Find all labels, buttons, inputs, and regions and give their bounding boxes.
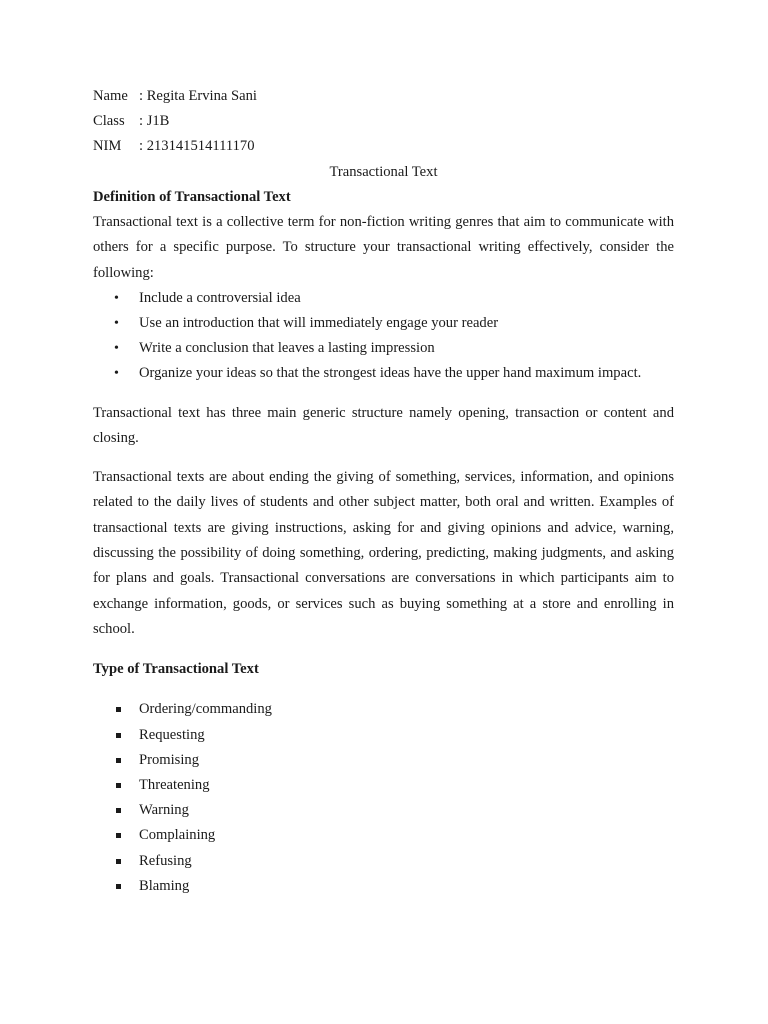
- list-item-text: Include a controversial idea: [139, 289, 301, 306]
- definition-bullet-list: [93, 286, 674, 387]
- name-row: [93, 84, 674, 109]
- nim-label: NIM: [93, 138, 122, 155]
- nim-row: [93, 134, 674, 159]
- square-bullet-icon: [116, 859, 121, 864]
- list-item: [93, 849, 674, 874]
- bullet-icon: •: [114, 366, 119, 382]
- list-item: [93, 748, 674, 773]
- list-item-text: Use an introduction that will immediately engage your reader: [139, 315, 499, 332]
- list-item: [93, 723, 674, 748]
- name-value: : Regita Ervina Sani: [139, 88, 257, 104]
- list-item-text: Warning: [139, 802, 189, 819]
- list-item-text: Promising: [139, 751, 200, 768]
- types-list: [93, 697, 674, 899]
- types-heading: Type of Transactional Text: [93, 661, 259, 678]
- class-row: [93, 109, 674, 134]
- name-label: Name: [93, 88, 128, 104]
- list-item-text: Blaming: [139, 877, 190, 894]
- list-item-text: Organize your ideas so that the strongest ideas have the upper hand maximum impact.: [139, 365, 642, 382]
- class-value: : J1B: [139, 113, 170, 130]
- document-title: Transactional Text: [329, 163, 438, 180]
- list-item-text: Ordering/commanding: [139, 701, 272, 718]
- square-bullet-icon: [116, 808, 121, 813]
- square-bullet-icon: [116, 733, 121, 738]
- square-bullet-icon: [116, 884, 121, 889]
- bullet-icon: •: [114, 341, 119, 357]
- definition-heading: Definition of Transactional Text: [93, 188, 291, 205]
- bullet-icon: •: [114, 316, 119, 332]
- class-label: Class: [93, 113, 125, 130]
- bullet-icon: •: [114, 290, 119, 306]
- list-item: [93, 286, 674, 311]
- list-item-text: Requesting: [139, 726, 205, 743]
- list-item: [93, 336, 674, 361]
- square-bullet-icon: [116, 783, 121, 788]
- list-item: [93, 773, 674, 798]
- list-item-text: Threatening: [139, 777, 210, 793]
- list-item: [93, 798, 674, 823]
- structure-paragraph: Transactional text has three main generic structure namely opening, transaction or content and closing.: [93, 404, 674, 446]
- list-item-text: Write a conclusion that leaves a lasting impression: [139, 340, 435, 357]
- list-item: [93, 361, 674, 386]
- nim-value: : 213141514111170: [139, 138, 255, 155]
- square-bullet-icon: [116, 707, 121, 712]
- list-item: [93, 823, 674, 848]
- definition-intro-paragraph: Transactional text is a collective term for non-fiction writing genres that aim to communicate with others for a specific purpose. To structure your transactional writing effectively, consider the following:: [93, 213, 674, 281]
- square-bullet-icon: [116, 833, 121, 838]
- list-item: [93, 697, 674, 722]
- explanation-paragraph: Transactional texts are about ending the giving of something, services, information, and opinions related to the daily lives of students and other subject matter, both oral and written. Examples of transactional texts are giving instructions, asking for and giving opinions and advice, warning, discussing the possibility of doing something, ordering, predicting, making judgments, and asking for plans and goals. Transactional conversations are conversations in which participants aim to exchange information, goods, or services such as buying something at a store and enrolling in school.: [93, 469, 674, 637]
- square-bullet-icon: [116, 758, 121, 763]
- list-item-text: Refusing: [139, 852, 192, 869]
- list-item: [93, 311, 674, 336]
- list-item: [93, 874, 674, 899]
- list-item-text: Complaining: [139, 827, 216, 844]
- document-page: [93, 84, 674, 899]
